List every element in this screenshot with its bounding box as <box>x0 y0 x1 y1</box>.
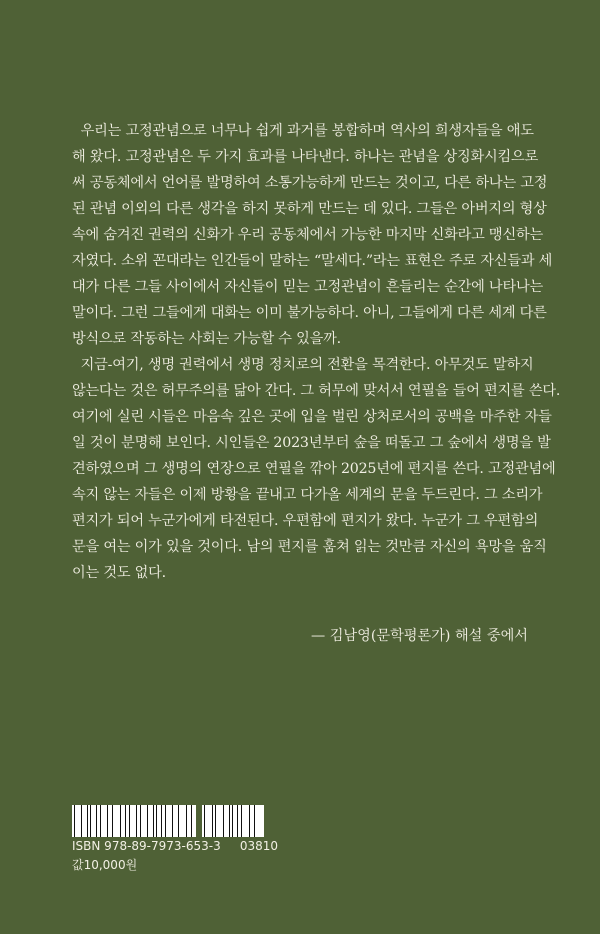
isbn-barcode <box>72 805 264 837</box>
barcode-bar <box>172 805 173 837</box>
body-line: 지금-여기, 생명 권력에서 생명 정치로의 전환을 목격한다. 아무것도 말하지 <box>72 357 534 373</box>
barcode-bar <box>107 805 108 837</box>
body-line: 여기에 실린 시들은 마음속 깊은 곳에 입을 벌린 상처로서의 공백을 마주한 자들 <box>72 409 552 425</box>
body-line: 우리는 고정관념으로 너무나 쉽게 과거를 봉합하며 역사의 희생자들을 애도 <box>72 123 534 139</box>
barcode-bar <box>169 805 170 837</box>
body-line: 된 관념 이외의 다른 생각을 하지 못하게 만드는 데 있다. 그들은 아버지의 형상 <box>72 201 547 217</box>
body-line: 방식으로 작동하는 사회는 가능할 수 있을까. <box>72 331 341 347</box>
body-line: 대가 다른 그들 사이에서 자신들이 믿는 고정관념이 흔들리는 순간에 나타나는 <box>72 279 543 295</box>
body-line: 자였다. 소위 꼰대라는 인간들이 말하는 “말세다.”라는 표현은 주로 자신들과 세 <box>72 253 553 269</box>
body-line: 속에 숨겨진 권력의 신화가 우리 공동체에서 가능한 마지막 신화라고 맹신하는 <box>72 227 543 243</box>
barcode-bar <box>74 805 75 837</box>
body-line: 않는다는 것은 허무주의를 닮아 간다. 그 허무에 맞서서 연필을 들어 편지를 쓴다. <box>72 383 561 399</box>
barcode-bar <box>237 805 238 837</box>
barcode-bar <box>140 805 141 837</box>
barcode-bar <box>249 805 250 837</box>
barcode-addon <box>202 805 264 837</box>
barcode-bar <box>125 805 126 837</box>
barcode-bar <box>181 805 182 837</box>
barcode-bar <box>129 805 130 837</box>
barcode-bar <box>213 805 214 837</box>
barcode-bar <box>138 805 139 837</box>
barcode-bar <box>122 805 123 837</box>
barcode-bar <box>84 805 85 837</box>
barcode-bar <box>132 805 133 837</box>
barcode-bar <box>254 805 255 837</box>
barcode-bar <box>150 805 151 837</box>
barcode-bar <box>191 805 192 837</box>
barcode-bar <box>208 805 209 837</box>
barcode-bar <box>112 805 113 837</box>
barcode-bar <box>90 805 91 837</box>
body-line: 편지가 되어 누군가에게 타전된다. 우편함에 편지가 왔다. 누군가 그 우편함의 <box>72 513 539 529</box>
barcode-bar <box>223 805 224 837</box>
body-line: 이는 것도 없다. <box>72 565 166 581</box>
barcode-bar <box>258 805 259 837</box>
body-line: 일 것이 분명해 보인다. 시인들은 2023년부터 숲을 떠돌고 그 숲에서 생명을 발 <box>72 435 551 451</box>
barcode-bar <box>245 805 246 837</box>
barcode-bar <box>204 805 205 837</box>
barcode-bar <box>161 805 162 837</box>
barcode-bar <box>230 805 231 837</box>
attribution: — 김남영(문학평론가) 해설 중에서 <box>311 628 528 644</box>
barcode-bar <box>156 805 157 837</box>
body-line: 속지 않는 자들은 이제 방황을 끝내고 다가올 세계의 문을 두드린다. 그 소리가 <box>72 487 543 503</box>
barcode-bar <box>89 805 90 837</box>
barcode-bar <box>163 805 164 837</box>
body-line: 문을 여는 이가 있을 것이다. 남의 편지를 훔쳐 읽는 것만큼 자신의 욕망을 움직 <box>72 539 547 555</box>
barcode-bar <box>98 805 99 837</box>
body-line: 해 왔다. 고정관념은 두 가지 효과를 나타낸다. 하나는 관념을 상징화시킴으로 <box>72 149 539 165</box>
price: 값10,000원 <box>72 858 138 872</box>
back-cover-body <box>72 118 561 586</box>
barcode-bar <box>178 805 179 837</box>
barcode-bar <box>239 805 240 837</box>
barcode-bar <box>225 805 226 837</box>
barcode-main <box>72 805 196 837</box>
barcode-bar <box>188 805 189 837</box>
barcode-bar <box>147 805 148 837</box>
barcode-bar <box>81 805 82 837</box>
body-line: 견하였으며 그 생명의 연장으로 연필을 깎아 2025년에 편지를 쓴다. 고정관념에 <box>72 461 556 477</box>
barcode-bar <box>232 805 233 837</box>
body-line: 말이다. 그런 그들에게 대화는 이미 불가능하다. 아니, 그들에게 다른 세계 다른 <box>72 305 547 321</box>
barcode-bar <box>116 805 117 837</box>
body-line: 써 공동체에서 언어를 발명하여 소통가능하게 만드는 것이고, 다른 하나는 고정 <box>72 175 548 191</box>
barcode-bar <box>96 805 97 837</box>
isbn-number: ISBN 978-89-7973-653-3 03810 <box>72 839 278 853</box>
barcode-bar <box>215 805 216 837</box>
barcode-bar <box>154 805 155 837</box>
barcode-bar <box>103 805 104 837</box>
